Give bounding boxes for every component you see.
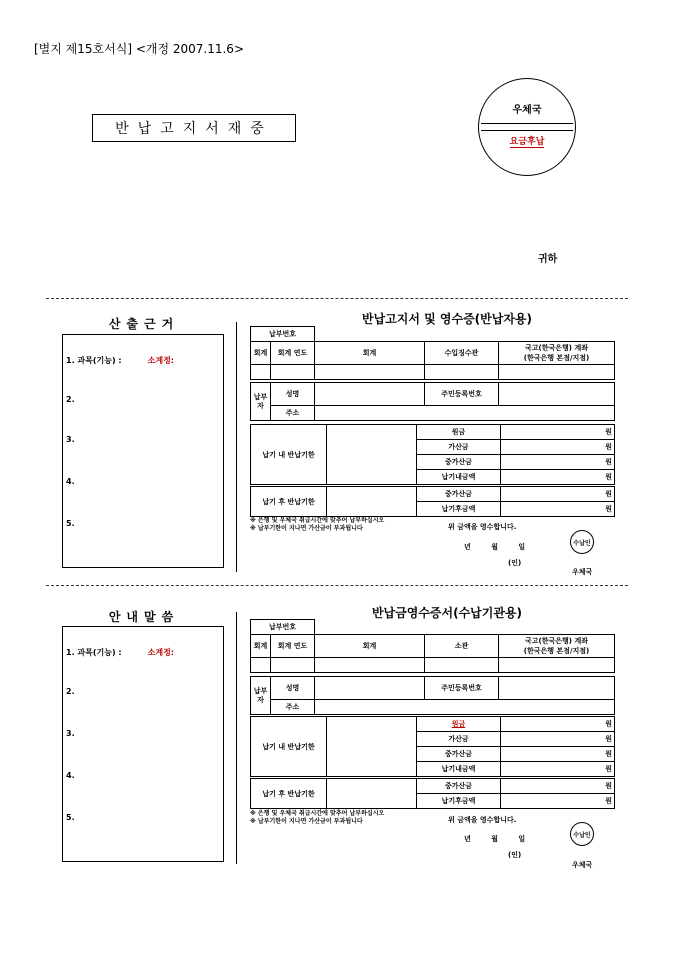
s1-extra-surcharge-label: 중가산금 <box>417 455 501 470</box>
form-number: [별지 제15호서식] <개정 2007.11.6> <box>34 42 244 56</box>
s2-side-item: 5. <box>66 813 75 822</box>
s2-extra-surcharge-label: 중가산금 <box>417 747 501 762</box>
s2-seal-mark: (인) <box>508 851 522 859</box>
s1-seal-mark: (인) <box>508 559 522 567</box>
s2-total-after-label: 납기후금액 <box>417 794 501 809</box>
s2-payment-table <box>250 619 615 673</box>
s1-receipt-text: 위 금액을 영수합니다. <box>448 523 517 531</box>
s2-address-label: 주소 <box>271 700 315 715</box>
s2-revenue-officer-label: 소관 <box>425 635 499 658</box>
s1-after-deadline-label: 납기 후 반납기한 <box>251 487 327 517</box>
s1-payer-table <box>250 382 615 421</box>
s2-within-deadline-label: 납기 내 반납기한 <box>251 717 327 777</box>
s2-payer-label: 납부자 <box>251 677 271 715</box>
s1-notes: ※ 은행 및 우체국 취급시간에 맞추어 납부하십시오 ※ 납부기한이 지나면 가산금이 부과됩니다 <box>250 517 385 532</box>
s2-side-item: 4. <box>66 771 75 780</box>
s1-total-after-label: 납기후금액 <box>417 502 501 517</box>
s2-principal-won: 원 <box>501 717 615 732</box>
s2-payer-table <box>250 676 615 715</box>
s2-surcharge-won: 원 <box>501 732 615 747</box>
s2-extra-surcharge2-label: 중가산금 <box>417 779 501 794</box>
s1-within-deadline-label: 납기 내 반납기한 <box>251 425 327 485</box>
s1-bank-note: 국고(한국은행) 계좌 (한국은행 본점/지점) <box>499 342 615 365</box>
s1-principal-won: 원 <box>501 425 615 440</box>
s1-revenue-officer-label: 수입징수관 <box>425 342 499 365</box>
s2-after-deadline-label: 납기 후 반납기한 <box>251 779 327 809</box>
s1-account-label: 회계 <box>315 342 425 365</box>
s2-receipt-seal: 수납인 <box>570 822 594 846</box>
s2-payment-no-label: 납부번호 <box>251 620 315 635</box>
s2-name-label: 성명 <box>271 677 315 700</box>
s2-after-table <box>250 778 615 809</box>
s1-form-title: 반납고지서 및 영수증(반납자용) <box>361 312 533 326</box>
s2-total-within-won: 원 <box>501 762 615 777</box>
s2-resident-no-label: 주민등록번호 <box>425 677 499 700</box>
s1-side-item: 3. <box>66 435 75 444</box>
s1-amount-table <box>250 424 615 485</box>
s1-side-item: 5. <box>66 519 75 528</box>
s2-side-box <box>62 626 224 862</box>
s2-principal-label: 원금 <box>417 717 501 732</box>
s1-payer-label: 납부자 <box>251 383 271 421</box>
s1-payment-no-label: 납부번호 <box>251 327 315 342</box>
s1-side-item: 2. <box>66 395 75 404</box>
postage-stamp <box>478 78 576 176</box>
s2-date-line: 년 월 일 <box>464 835 526 843</box>
s1-accounting-code-label: 회계 연도 <box>271 342 315 365</box>
s2-side-title: 안내말씀 <box>108 610 180 624</box>
stamp-bottom-text: 요금후납 <box>509 137 545 147</box>
s1-receipt-seal: 수납인 <box>570 530 594 554</box>
addressee-label: 귀하 <box>538 254 558 265</box>
s2-bank-note: 국고(한국은행) 계좌 (한국은행 본점/지점) <box>499 635 615 658</box>
s1-side-box <box>62 334 224 568</box>
stamp-divider <box>481 123 573 131</box>
s1-total-within-won: 원 <box>501 470 615 485</box>
cut-line-middle <box>46 585 628 586</box>
s2-divider <box>236 612 237 864</box>
s1-after-table <box>250 486 615 517</box>
s1-surcharge-label: 가산금 <box>417 440 501 455</box>
s2-receipt-text: 위 금액을 영수합니다. <box>448 816 517 824</box>
s1-post-office-label: 우체국 <box>572 568 593 576</box>
s1-name-label: 성명 <box>271 383 315 406</box>
reissue-title-box: 반납고지서재중 <box>92 114 296 142</box>
s2-total-after-won: 원 <box>501 794 615 809</box>
s1-extra-surcharge2-won: 원 <box>501 487 615 502</box>
s1-payment-table <box>250 326 615 380</box>
s2-total-within-label: 납기내금액 <box>417 762 501 777</box>
s1-surcharge-won: 원 <box>501 440 615 455</box>
s2-amount-table <box>250 716 615 777</box>
s1-side-item: 1. 과목(기능) : 소계정: <box>66 356 174 365</box>
s1-extra-surcharge-won: 원 <box>501 455 615 470</box>
s1-total-within-label: 납기내금액 <box>417 470 501 485</box>
s1-side-title: 산출근거 <box>108 317 180 331</box>
s2-surcharge-label: 가산금 <box>417 732 501 747</box>
s1-fiscal-year-label: 회계 <box>251 342 271 365</box>
s2-accounting-code-label: 회계 연도 <box>271 635 315 658</box>
cut-line-top <box>46 298 628 299</box>
s2-notes: ※ 은행 및 우체국 취급시간에 맞추어 납부하십시오 ※ 납부기한이 지나면 가산금이 부과됩니다 <box>250 810 385 825</box>
s1-date-line: 년 월 일 <box>464 543 526 551</box>
s2-fiscal-year-label: 회계 <box>251 635 271 658</box>
stamp-top-text: 우체국 <box>512 105 542 116</box>
s2-post-office-label: 우체국 <box>572 861 593 869</box>
s1-divider <box>236 322 237 572</box>
s1-extra-surcharge2-label: 중가산금 <box>417 487 501 502</box>
s1-total-after-won: 원 <box>501 502 615 517</box>
s2-account-label: 회계 <box>315 635 425 658</box>
s2-side-item: 2. <box>66 687 75 696</box>
s1-principal-label: 원금 <box>417 425 501 440</box>
s2-side-item: 3. <box>66 729 75 738</box>
s2-side-item: 1. 과목(기능) : 소계정: <box>66 648 174 657</box>
s1-resident-no-label: 주민등록번호 <box>425 383 499 406</box>
s2-form-title: 반납금영수증서(수납기관용) <box>371 606 523 620</box>
s2-extra-surcharge-won: 원 <box>501 747 615 762</box>
s2-extra-surcharge2-won: 원 <box>501 779 615 794</box>
s1-address-label: 주소 <box>271 406 315 421</box>
s1-side-item: 4. <box>66 477 75 486</box>
